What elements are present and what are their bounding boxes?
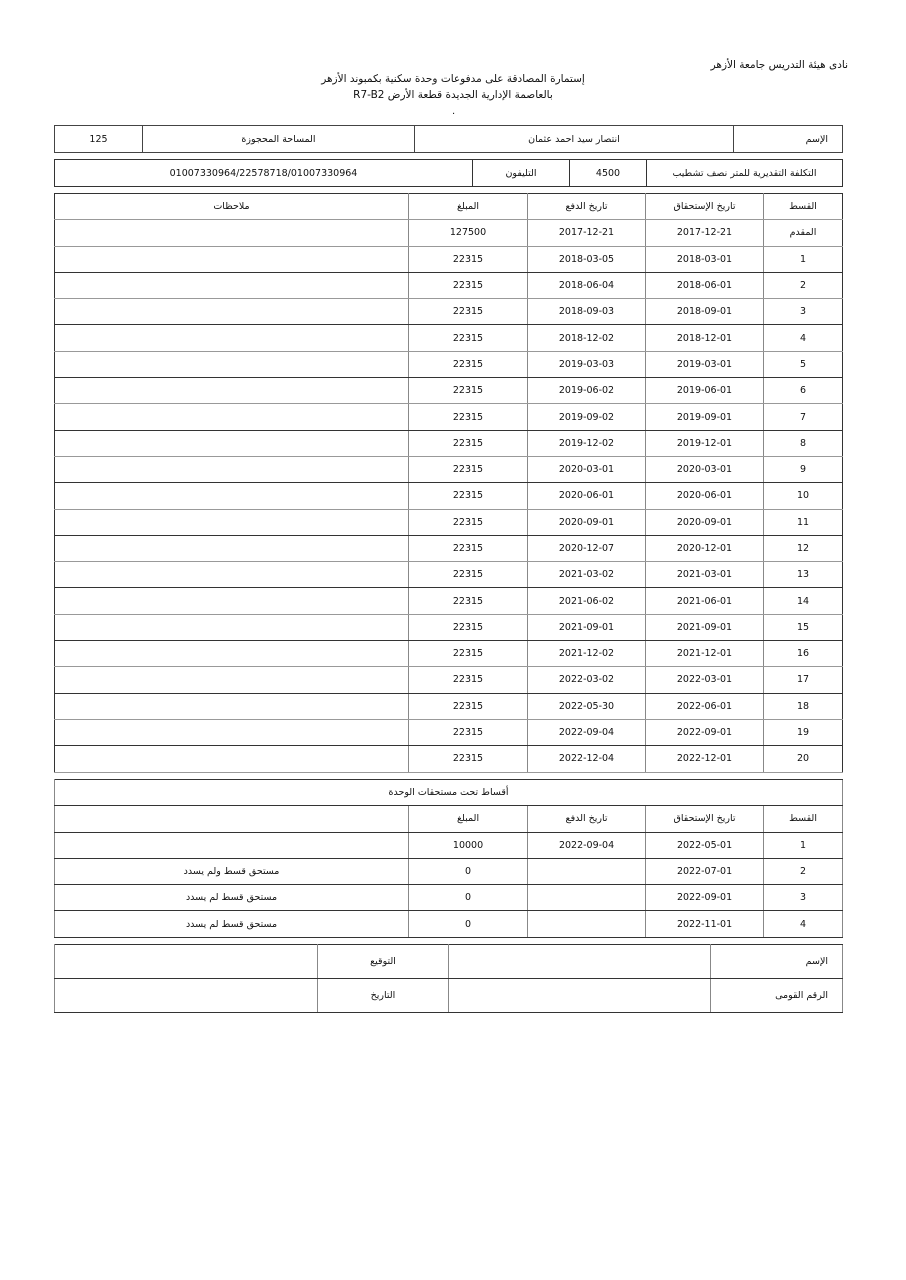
table-row bbox=[55, 404, 843, 430]
cell-payment-date: 2022-12-04 bbox=[528, 746, 646, 772]
cell-installment: 1 bbox=[764, 246, 843, 272]
cell-payment-date: 2018-03-05 bbox=[528, 246, 646, 272]
cell-amount: 22315 bbox=[409, 588, 528, 614]
cell-amount: 0 bbox=[409, 911, 528, 937]
cell-payment-date bbox=[528, 858, 646, 884]
signer-name-label: الإسم bbox=[711, 945, 843, 979]
cell-due-date: 2018-06-01 bbox=[646, 272, 764, 298]
cell-notes bbox=[55, 351, 409, 377]
cell-amount: 0 bbox=[409, 858, 528, 884]
cell-amount: 22315 bbox=[409, 641, 528, 667]
cell-due-date: 2021-03-01 bbox=[646, 562, 764, 588]
signature-value[interactable] bbox=[55, 945, 318, 979]
cell-notes bbox=[55, 832, 409, 858]
cell-installment: 3 bbox=[764, 885, 843, 911]
cell-notes bbox=[55, 614, 409, 640]
cell-installment: المقدم bbox=[764, 220, 843, 246]
pending-header-payment-date: تاريخ الدفع bbox=[528, 806, 646, 832]
cell-payment-date: 2019-06-02 bbox=[528, 378, 646, 404]
cell-installment: 14 bbox=[764, 588, 843, 614]
cell-due-date: 2021-09-01 bbox=[646, 614, 764, 640]
cell-notes bbox=[55, 456, 409, 482]
table-row bbox=[55, 325, 843, 351]
cell-payment-date: 2021-06-02 bbox=[528, 588, 646, 614]
table-row bbox=[55, 509, 843, 535]
cell-amount: 0 bbox=[409, 885, 528, 911]
cell-installment: 6 bbox=[764, 378, 843, 404]
cell-due-date: 2022-09-01 bbox=[646, 719, 764, 745]
cell-due-date: 2022-05-01 bbox=[646, 832, 764, 858]
cell-amount: 22315 bbox=[409, 509, 528, 535]
table-row bbox=[55, 832, 843, 858]
cell-installment: 16 bbox=[764, 641, 843, 667]
cell-due-date: 2019-12-01 bbox=[646, 430, 764, 456]
cell-due-date: 2017-12-21 bbox=[646, 220, 764, 246]
phone-label: التليفون bbox=[473, 160, 570, 187]
cell-due-date: 2022-06-01 bbox=[646, 693, 764, 719]
cell-installment: 8 bbox=[764, 430, 843, 456]
cell-due-date: 2022-07-01 bbox=[646, 858, 764, 884]
header-installment: القسط bbox=[764, 194, 843, 220]
cell-amount: 22315 bbox=[409, 430, 528, 456]
cell-due-date: 2019-09-01 bbox=[646, 404, 764, 430]
cell-notes bbox=[55, 378, 409, 404]
header-due-date: تاريخ الإستحقاق bbox=[646, 194, 764, 220]
cell-payment-date: 2019-03-03 bbox=[528, 351, 646, 377]
cell-amount: 127500 bbox=[409, 220, 528, 246]
cell-payment-date bbox=[528, 885, 646, 911]
phone-value: 01007330964/22578718/01007330964 bbox=[55, 160, 473, 187]
cell-payment-date: 2022-03-02 bbox=[528, 667, 646, 693]
cell-due-date: 2018-03-01 bbox=[646, 246, 764, 272]
cell-due-date: 2020-06-01 bbox=[646, 483, 764, 509]
table-row bbox=[55, 858, 843, 884]
table-row bbox=[55, 719, 843, 745]
cell-amount: 22315 bbox=[409, 667, 528, 693]
cell-due-date: 2020-03-01 bbox=[646, 456, 764, 482]
cell-amount: 22315 bbox=[409, 535, 528, 561]
cell-payment-date: 2021-03-02 bbox=[528, 562, 646, 588]
cell-notes bbox=[55, 746, 409, 772]
info-cost-phone-table bbox=[54, 159, 843, 187]
cell-payment-date: 2022-05-30 bbox=[528, 693, 646, 719]
cell-notes bbox=[55, 299, 409, 325]
cell-notes bbox=[55, 272, 409, 298]
cell-amount: 22315 bbox=[409, 272, 528, 298]
cell-amount: 22315 bbox=[409, 404, 528, 430]
cell-payment-date: 2020-12-07 bbox=[528, 535, 646, 561]
cell-installment: 18 bbox=[764, 693, 843, 719]
cell-payment-date: 2020-03-01 bbox=[528, 456, 646, 482]
cell-notes bbox=[55, 404, 409, 430]
cell-notes: مستحق قسط لم يسدد bbox=[55, 911, 409, 937]
table-row bbox=[55, 272, 843, 298]
cell-payment-date: 2022-09-04 bbox=[528, 719, 646, 745]
cell-installment: 4 bbox=[764, 325, 843, 351]
info-name-area-table bbox=[54, 125, 843, 153]
cell-due-date: 2020-09-01 bbox=[646, 509, 764, 535]
cell-due-date: 2022-11-01 bbox=[646, 911, 764, 937]
cell-notes: مستحق قسط ولم يسدد bbox=[55, 858, 409, 884]
cell-amount: 10000 bbox=[409, 832, 528, 858]
cell-payment-date bbox=[528, 911, 646, 937]
organization-name: نادى هيئة التدريس جامعة الأزهر bbox=[710, 59, 848, 71]
cell-installment: 19 bbox=[764, 719, 843, 745]
cell-due-date: 2018-09-01 bbox=[646, 299, 764, 325]
cell-notes bbox=[55, 588, 409, 614]
installments-table bbox=[54, 193, 843, 773]
cell-due-date: 2022-03-01 bbox=[646, 667, 764, 693]
cell-payment-date: 2019-09-02 bbox=[528, 404, 646, 430]
pending-header-row bbox=[55, 806, 843, 832]
cell-payment-date: 2018-09-03 bbox=[528, 299, 646, 325]
cell-installment: 10 bbox=[764, 483, 843, 509]
table-row bbox=[55, 693, 843, 719]
cell-installment: 13 bbox=[764, 562, 843, 588]
table-row bbox=[55, 351, 843, 377]
cell-notes bbox=[55, 325, 409, 351]
cell-installment: 5 bbox=[764, 351, 843, 377]
cell-payment-date: 2020-06-01 bbox=[528, 483, 646, 509]
table-row bbox=[55, 456, 843, 482]
cell-installment: 3 bbox=[764, 299, 843, 325]
title-dot: . bbox=[452, 106, 456, 117]
cell-amount: 22315 bbox=[409, 614, 528, 640]
signature-table bbox=[54, 944, 843, 1013]
cell-due-date: 2022-12-01 bbox=[646, 746, 764, 772]
cell-amount: 22315 bbox=[409, 325, 528, 351]
cell-installment: 15 bbox=[764, 614, 843, 640]
cell-payment-date: 2017-12-21 bbox=[528, 220, 646, 246]
cell-amount: 22315 bbox=[409, 483, 528, 509]
cell-notes: مستحق قسط لم يسدد bbox=[55, 885, 409, 911]
cell-payment-date: 2022-09-04 bbox=[528, 832, 646, 858]
date-label: التاريخ bbox=[318, 979, 449, 1013]
cell-installment: 2 bbox=[764, 272, 843, 298]
pending-title-row bbox=[55, 780, 843, 806]
area-value: 125 bbox=[55, 126, 143, 153]
table-row bbox=[55, 220, 843, 246]
national-id-value[interactable] bbox=[449, 979, 711, 1013]
cell-notes bbox=[55, 246, 409, 272]
pending-installments-table bbox=[54, 779, 843, 938]
cell-due-date: 2019-06-01 bbox=[646, 378, 764, 404]
national-id-label: الرقم القومى bbox=[711, 979, 843, 1013]
cell-amount: 22315 bbox=[409, 351, 528, 377]
cell-payment-date: 2021-12-02 bbox=[528, 641, 646, 667]
cell-notes bbox=[55, 220, 409, 246]
cell-payment-date: 2018-12-02 bbox=[528, 325, 646, 351]
table-row bbox=[55, 588, 843, 614]
header-notes: ملاحظات bbox=[55, 194, 409, 220]
pending-header-amount: المبلغ bbox=[409, 806, 528, 832]
cell-installment: 12 bbox=[764, 535, 843, 561]
table-row bbox=[55, 299, 843, 325]
table-row bbox=[55, 641, 843, 667]
cell-installment: 2 bbox=[764, 858, 843, 884]
cell-installment: 7 bbox=[764, 404, 843, 430]
signer-name-value[interactable] bbox=[449, 945, 711, 979]
name-value: انتصار سيد احمد عثمان bbox=[415, 126, 734, 153]
cell-amount: 22315 bbox=[409, 378, 528, 404]
header-amount: المبلغ bbox=[409, 194, 528, 220]
area-label: المساحة المحجوزة bbox=[143, 126, 415, 153]
cell-payment-date: 2019-12-02 bbox=[528, 430, 646, 456]
cost-label: التكلفة التقديرية للمتر نصف تشطيب bbox=[647, 160, 843, 187]
cell-amount: 22315 bbox=[409, 719, 528, 745]
cell-due-date: 2018-12-01 bbox=[646, 325, 764, 351]
cell-installment: 1 bbox=[764, 832, 843, 858]
cell-notes bbox=[55, 483, 409, 509]
cell-notes bbox=[55, 719, 409, 745]
cell-due-date: 2021-06-01 bbox=[646, 588, 764, 614]
pending-header-notes bbox=[55, 806, 409, 832]
cell-installment: 17 bbox=[764, 667, 843, 693]
table-row bbox=[55, 885, 843, 911]
table-row bbox=[55, 562, 843, 588]
cell-payment-date: 2020-09-01 bbox=[528, 509, 646, 535]
cell-due-date: 2020-12-01 bbox=[646, 535, 764, 561]
cell-payment-date: 2018-06-04 bbox=[528, 272, 646, 298]
cell-installment: 20 bbox=[764, 746, 843, 772]
form-title-line2: بالعاصمة الإدارية الجديدة قطعة الأرض R7-B2 bbox=[353, 89, 553, 101]
installments-header-row bbox=[55, 194, 843, 220]
cell-installment: 9 bbox=[764, 456, 843, 482]
table-row bbox=[55, 483, 843, 509]
table-row bbox=[55, 667, 843, 693]
cell-notes bbox=[55, 430, 409, 456]
signature-label: التوقيع bbox=[318, 945, 449, 979]
cell-amount: 22315 bbox=[409, 746, 528, 772]
date-value[interactable] bbox=[55, 979, 318, 1013]
table-row bbox=[55, 911, 843, 937]
table-row bbox=[55, 746, 843, 772]
cell-notes bbox=[55, 667, 409, 693]
table-row bbox=[55, 378, 843, 404]
cell-payment-date: 2021-09-01 bbox=[528, 614, 646, 640]
table-row bbox=[55, 614, 843, 640]
cell-amount: 22315 bbox=[409, 299, 528, 325]
cell-amount: 22315 bbox=[409, 456, 528, 482]
cost-value: 4500 bbox=[570, 160, 647, 187]
cell-notes bbox=[55, 562, 409, 588]
cell-due-date: 2022-09-01 bbox=[646, 885, 764, 911]
pending-header-installment: القسط bbox=[764, 806, 843, 832]
cell-installment: 4 bbox=[764, 911, 843, 937]
cell-due-date: 2021-12-01 bbox=[646, 641, 764, 667]
cell-notes bbox=[55, 509, 409, 535]
cell-amount: 22315 bbox=[409, 246, 528, 272]
pending-header-due-date: تاريخ الإستحقاق bbox=[646, 806, 764, 832]
name-label: الإسم bbox=[734, 126, 843, 153]
cell-notes bbox=[55, 535, 409, 561]
cell-notes bbox=[55, 641, 409, 667]
form-title-line1: إستمارة المصادقة على مدفوعات وحدة سكنية بكمبوند الأزهر bbox=[321, 73, 585, 85]
table-row bbox=[55, 430, 843, 456]
table-row bbox=[55, 535, 843, 561]
cell-notes bbox=[55, 693, 409, 719]
header-payment-date: تاريخ الدفع bbox=[528, 194, 646, 220]
cell-due-date: 2019-03-01 bbox=[646, 351, 764, 377]
pending-table-title: أقساط تحت مستحقات الوحدة bbox=[55, 780, 843, 806]
cell-installment: 11 bbox=[764, 509, 843, 535]
cell-amount: 22315 bbox=[409, 693, 528, 719]
cell-amount: 22315 bbox=[409, 562, 528, 588]
table-row bbox=[55, 246, 843, 272]
